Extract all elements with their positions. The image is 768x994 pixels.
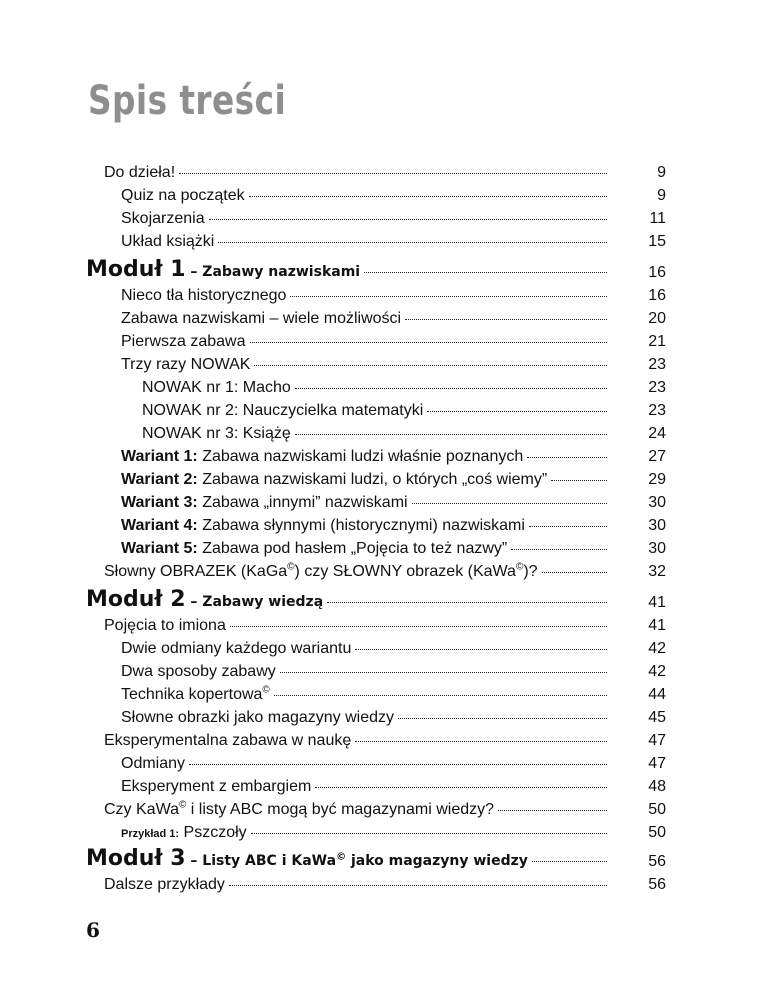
copyright-mark: © <box>515 561 524 573</box>
toc-entry-text <box>121 470 547 490</box>
toc-entry-text: Dwie odmiany każdego wariantu <box>121 640 352 657</box>
dot-leader <box>254 365 607 366</box>
copyright-mark: © <box>336 851 347 863</box>
toc-entry-text: Słowne obrazki jako magazyny wiedzy <box>121 709 395 726</box>
toc-entry[interactable] <box>121 355 610 375</box>
variant-label: Wariant 1: <box>121 448 198 465</box>
page-title: Spis treści <box>88 78 287 124</box>
variant-title: Zabawa nazwiskami ludzi, o których „coś wiemy” <box>197 471 548 488</box>
toc-entry-variant[interactable] <box>121 447 610 467</box>
toc-entry-variant[interactable] <box>121 493 610 513</box>
variant-title: Zabawa pod hasłem „Pojęcia to też nazwy” <box>197 540 508 557</box>
toc-entry[interactable] <box>121 639 610 659</box>
toc-page-number: 47 <box>648 732 666 749</box>
dot-leader <box>189 764 607 765</box>
toc-entry-text: Nieco tła historycznego <box>121 287 287 304</box>
toc-page-number: 30 <box>648 540 666 557</box>
toc-page-number: 56 <box>648 853 666 870</box>
variant-title: Zabawa nazwiskami ludzi właśnie poznanych <box>197 448 524 465</box>
toc-entry-variant[interactable] <box>121 539 610 559</box>
dot-leader <box>527 457 607 458</box>
dot-leader <box>295 434 607 435</box>
toc-entry-text <box>121 823 247 844</box>
toc-page-number: 41 <box>648 617 666 634</box>
entry-text-part: Technika kopertowa <box>121 686 263 703</box>
dot-leader <box>295 388 607 389</box>
toc-page-number: 44 <box>648 686 666 703</box>
toc-entry-text: Pierwsza zabawa <box>121 333 246 350</box>
toc-page-number: 50 <box>648 824 666 841</box>
toc-entry[interactable] <box>121 708 610 728</box>
dot-leader <box>250 342 608 343</box>
dot-leader <box>209 219 607 220</box>
toc-module-heading <box>86 587 324 612</box>
module-title: – Zabawy wiedzą <box>185 594 324 610</box>
dot-leader <box>218 242 607 243</box>
toc-entry[interactable] <box>121 309 610 329</box>
dot-leader <box>315 787 607 788</box>
toc-entry-text <box>121 516 525 536</box>
toc-module-1[interactable] <box>86 257 610 282</box>
module-title-part: jako magazyny wiedzy <box>346 853 528 869</box>
toc-entry-text: Do dzieła! <box>104 164 176 181</box>
dot-leader <box>179 173 607 174</box>
toc-entry[interactable] <box>121 232 610 252</box>
module-title-part: – Listy ABC i KaWa <box>185 853 337 869</box>
entry-text-part: )? <box>523 563 538 580</box>
dot-leader <box>412 503 607 504</box>
toc-page-number: 23 <box>648 379 666 396</box>
entry-text-part: i listy ABC mogą być magazynami wiedzy? <box>186 801 495 818</box>
toc-entry[interactable] <box>104 616 610 636</box>
toc-entry-text: Układ książki <box>121 233 215 250</box>
dot-leader <box>327 602 607 603</box>
module-number: Moduł 3 <box>86 846 186 871</box>
variant-title: Zabawa „innymi” nazwiskami <box>197 494 408 511</box>
toc-entry[interactable] <box>121 662 610 682</box>
toc-page-number: 32 <box>648 563 666 580</box>
toc-page-number: 50 <box>648 801 666 818</box>
toc-entry[interactable] <box>104 800 610 820</box>
toc-entry-text: Skojarzenia <box>121 210 205 227</box>
toc-entry-text <box>121 493 408 513</box>
toc-entry-text: NOWAK nr 1: Macho <box>142 379 291 396</box>
toc-page-number: 56 <box>648 876 666 893</box>
example-title: Pszczoły <box>179 824 247 841</box>
toc-module-heading <box>86 257 361 282</box>
dot-leader <box>364 272 607 273</box>
toc-entry-text: Eksperymentalna zabawa w naukę <box>104 732 352 749</box>
toc-entry[interactable] <box>121 777 610 797</box>
example-label: Przykład 1: <box>121 828 180 840</box>
dot-leader <box>511 549 607 550</box>
toc-entry-text <box>104 800 494 820</box>
toc-page-number: 11 <box>649 210 666 227</box>
dot-leader <box>498 810 607 811</box>
toc-entry[interactable] <box>142 424 610 444</box>
toc-page-number: 27 <box>648 448 666 465</box>
copyright-mark: © <box>287 561 295 573</box>
toc-entry-variant[interactable] <box>121 470 610 490</box>
toc-module-3[interactable] <box>86 846 610 871</box>
toc-entry-text: NOWAK nr 2: Nauczycielka matematyki <box>142 402 424 419</box>
variant-label: Wariant 2: <box>121 471 198 488</box>
toc-page-number: 15 <box>648 233 666 250</box>
dot-leader <box>398 718 607 719</box>
toc-page-number: 20 <box>648 310 666 327</box>
toc-entry-text: Eksperyment z embargiem <box>121 778 312 795</box>
toc-page-number: 42 <box>648 663 666 680</box>
toc-entry-text: Dalsze przykłady <box>104 876 225 893</box>
toc-entry[interactable] <box>121 209 610 229</box>
toc-entry[interactable] <box>121 685 610 705</box>
entry-text-part: ) czy SŁOWNY obrazek (KaWa <box>294 563 516 580</box>
entry-text-part: Czy KaWa <box>104 801 179 818</box>
toc-page-number: 29 <box>648 471 666 488</box>
toc-entry[interactable] <box>142 378 610 398</box>
page-folio-number: 6 <box>86 918 100 942</box>
dot-leader <box>427 411 607 412</box>
entry-text-part: Słowny OBRAZEK (KaGa <box>104 563 288 580</box>
variant-label: Wariant 5: <box>121 540 198 557</box>
toc-page-number: 23 <box>648 402 666 419</box>
toc-page-number: 23 <box>648 356 666 373</box>
toc-entry[interactable] <box>121 186 610 206</box>
toc-entry-text: NOWAK nr 3: Książę <box>142 425 291 442</box>
toc-entry-text: Dwa sposoby zabawy <box>121 663 276 680</box>
dot-leader <box>355 649 607 650</box>
module-number: Moduł 1 <box>86 257 186 282</box>
toc-page-number: 47 <box>648 755 666 772</box>
toc-module-2[interactable] <box>86 587 610 612</box>
copyright-mark: © <box>262 684 270 696</box>
toc-page-number: 42 <box>648 640 666 657</box>
toc-entry[interactable] <box>104 731 610 751</box>
toc-page-number: 45 <box>648 709 666 726</box>
dot-leader <box>230 626 607 627</box>
toc-page-number: 24 <box>648 425 666 442</box>
toc-entry-example[interactable] <box>121 823 610 844</box>
toc-entry-text: Zabawa nazwiskami – wiele możliwości <box>121 310 402 327</box>
toc-module-heading <box>86 846 528 871</box>
dot-leader <box>274 695 607 696</box>
dot-leader <box>551 480 607 481</box>
module-title <box>186 853 528 869</box>
toc-page-number: 41 <box>648 594 666 611</box>
dot-leader <box>280 672 607 673</box>
dot-leader <box>405 319 607 320</box>
dot-leader <box>229 885 607 886</box>
toc-page-number: 9 <box>657 164 666 181</box>
toc-entry-text <box>121 447 523 467</box>
module-number: Moduł 2 <box>86 587 186 612</box>
variant-label: Wariant 4: <box>121 517 198 534</box>
dot-leader <box>249 196 607 197</box>
module-title: – Zabawy nazwiskami <box>185 264 361 280</box>
toc-entry-text: Quiz na początek <box>121 187 245 204</box>
toc-entry-text <box>121 539 507 559</box>
toc-page-number: 30 <box>648 517 666 534</box>
toc-entry[interactable] <box>121 332 610 352</box>
toc-entry[interactable] <box>142 401 610 421</box>
dot-leader <box>542 572 607 573</box>
toc-entry-text <box>104 562 538 582</box>
toc-entry-text <box>121 685 270 705</box>
toc-page-number: 21 <box>648 333 666 350</box>
toc-entry-text: Odmiany <box>121 755 186 772</box>
toc-entry-text: Trzy razy NOWAK <box>121 356 251 373</box>
dot-leader <box>529 526 607 527</box>
variant-label: Wariant 3: <box>121 494 198 511</box>
toc-page-number: 48 <box>648 778 666 795</box>
toc-entry[interactable] <box>104 562 610 582</box>
toc-page-number: 16 <box>648 264 666 281</box>
variant-title: Zabawa słynnymi (historycznymi) nazwiskami <box>197 517 525 534</box>
toc-entry[interactable] <box>104 163 610 183</box>
toc-entry[interactable] <box>104 875 610 895</box>
toc-entry-variant[interactable] <box>121 516 610 536</box>
dot-leader <box>251 833 607 834</box>
dot-leader <box>532 861 607 862</box>
toc-page-number: 30 <box>648 494 666 511</box>
dot-leader <box>355 741 607 742</box>
toc-page-number: 9 <box>657 187 666 204</box>
dot-leader <box>290 296 607 297</box>
toc-entry-text: Pojęcia to imiona <box>104 617 226 634</box>
toc-entry[interactable] <box>121 286 610 306</box>
toc-page-number: 16 <box>648 287 666 304</box>
copyright-mark: © <box>178 799 187 811</box>
toc-entry[interactable] <box>121 754 610 774</box>
